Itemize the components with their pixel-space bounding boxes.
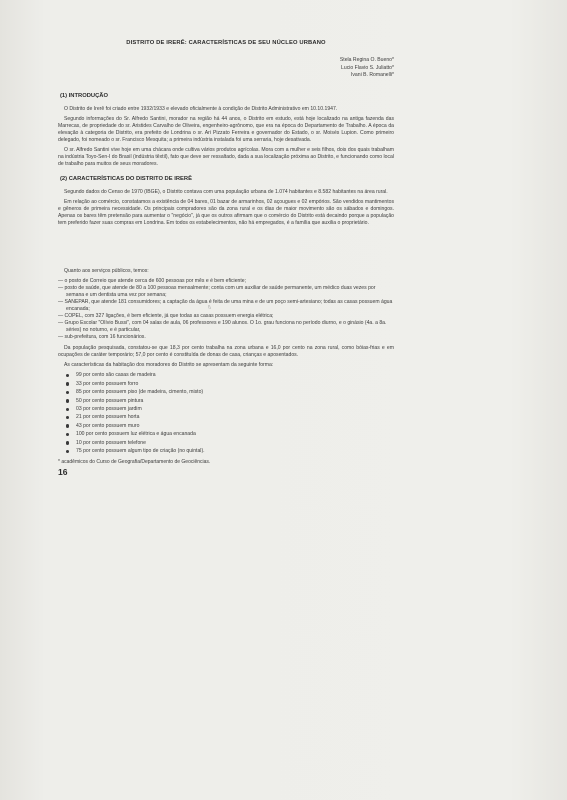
author-list (58, 57, 394, 80)
body-paragraph: O Distrito de Irerê foi criado entre 1932/1933 e elevado oficialmente à condição de Distrito Administrativo em 10.10.1947. (64, 105, 338, 112)
body-paragraph: Segundo dados do Censo de 1970 (IBGE), o Distrito contava com uma população urbana de 1.074 habitantes e 8.582 habitantes na área rural. (64, 189, 388, 195)
body-paragraph: Segundo informações do Sr. Alfredo Santini, morador na região há 44 anos, o Distrito em estudo, está hoje localizado na antiga fazenda das Marrecas, de propriedade do sr. Aristides Carvalho de Oliveira, engenheiro-agrônomo, que era na época do Departamento de Trabalho. A época da elevação à categoria de Distrito, era prefeito de Londrina o sr. Ari Pizzato Ferreira e governador do Estado, o sr. Moisés Lupion. Como primeiro delegado, foi nomeado o sr. Francisco Mesquita; a primeira indústria instalada foi uma serraria, hoje desativada. (58, 115, 394, 143)
body-paragraph: O sr. Alfredo Santini vive hoje em uma chácara onde cultiva vários produtos agrícolas. Mora com a mulher e seis filhos, dois dos quais trabalham na indústria Toyo-Sen-I do Brasil (indústria têxtil), fato que deve ser ressaltado, dada a sua localização próxima ao Distrito, e funcionando como local de trabalho para muitos de seus moradores. (58, 146, 394, 167)
services-list (58, 278, 394, 341)
housing-list-item: 100 por cento possuem luz elétrica e água encanada (66, 431, 394, 438)
services-list-item: — SANEPAR, que atende 181 consumidores; a captação da água é feita de uma mina e de um poço semi-artesiano; todas as casas possuem água encanada; (58, 299, 394, 313)
section-heading-characteristics: (2) CARACTERÍSTICAS DO DISTRITO DE IRERÊ (60, 176, 192, 183)
section-heading-introduction: (1) INTRODUÇÃO (60, 92, 108, 99)
housing-list-item: 99 por cento são casas de madeira (66, 372, 394, 379)
article-page (58, 40, 394, 479)
housing-list-item: 43 por cento possuem muro (66, 423, 394, 430)
population-paragraph: Da população pesquisada, constatou-se que 18,3 por cento trabalha na zona urbana e 16,0 por cento na zona rural, como bóias-frias e em ocupações de caráter temporário; 57,0 por cento é constituída de donas de casa, crianças e aposentados. (58, 345, 394, 359)
housing-list-item: 10 por cento possuem telefone (66, 440, 394, 447)
housing-list-item: 21 por cento possuem horta (66, 414, 394, 421)
author-name: Ivani B. Romanelli* (350, 72, 394, 79)
services-list-item: — posto de saúde, que atende de 80 a 100 pessoas mensalmente; conta com um auxiliar de saúde permanente, um médico duas vezes por semana e um dentista uma vez por semana; (58, 285, 394, 299)
article-title: DISTRITO DE IRERÊ: CARACTERÍSTICAS DE SEU NÚCLEO URBANO (126, 40, 326, 46)
housing-list-item: 33 por cento possuem forro (66, 381, 394, 388)
housing-list-item: 75 por cento possuem algum tipo de criação (no quintal). (66, 448, 394, 455)
housing-list-item: 03 por cento possuem jardim (66, 406, 394, 413)
page-number: 16 (58, 466, 68, 477)
housing-intro: As características da habitação dos moradores do Distrito se apresentam da seguinte forma: (64, 362, 274, 369)
services-list-item: — o posto de Correio que atende cerca de 600 pessoas por mês e é bem eficiente; (58, 278, 394, 285)
stray-mark: \\ (208, 305, 211, 311)
services-list-item: — Grupo Escolar "Olívio Bussi", com 04 salas de aula, 06 professores e 190 alunos. O 1o. grau funciona no período diurno, e o ginásio (4a. a 8a. séries) no noturno, e é particular, (58, 320, 394, 334)
body-paragraph: Em relação ao comércio, constatamos a existência de 04 bares, 01 bazar de armarinhos, 02 açougues e 02 empórios. São vendidos mantimentos e gêneros de primeira necessidade. Os principais compradores são da zona rural e os dias de maior movimento são os sábados e domingos. Apenas os bares têm pretensão para aumentar o "negócio", já que os outros afirmam que o comércio do Distrito está decaindo porque a população tem preferido fazer suas compras em Londrina. Em todos os estabelecimentos, não há empregados, é a família que auxilia o proprietário. (58, 199, 394, 227)
housing-list (58, 372, 394, 455)
services-list-item: — sub-prefeitura, com 16 funcionários. (58, 334, 394, 341)
footnote: * acadêmicos do Curso de Geografia/Departamento de Geociências. (58, 458, 211, 465)
housing-list-item: 50 por cento possuem pintura (66, 398, 394, 405)
author-name: Lucio Flavio S. Juliatto* (341, 64, 394, 71)
housing-list-item: 85 por cento possuem piso (de madeira, cimento, misto) (66, 389, 394, 396)
services-intro: Quanto aos serviços públicos, temos: (64, 268, 149, 275)
author-name: Stela Regina O. Bueno* (339, 56, 394, 63)
services-list-item: — COPEL, com 327 ligações, é bem eficiente, já que todas as casas possuem energia elétrica; (58, 313, 394, 320)
